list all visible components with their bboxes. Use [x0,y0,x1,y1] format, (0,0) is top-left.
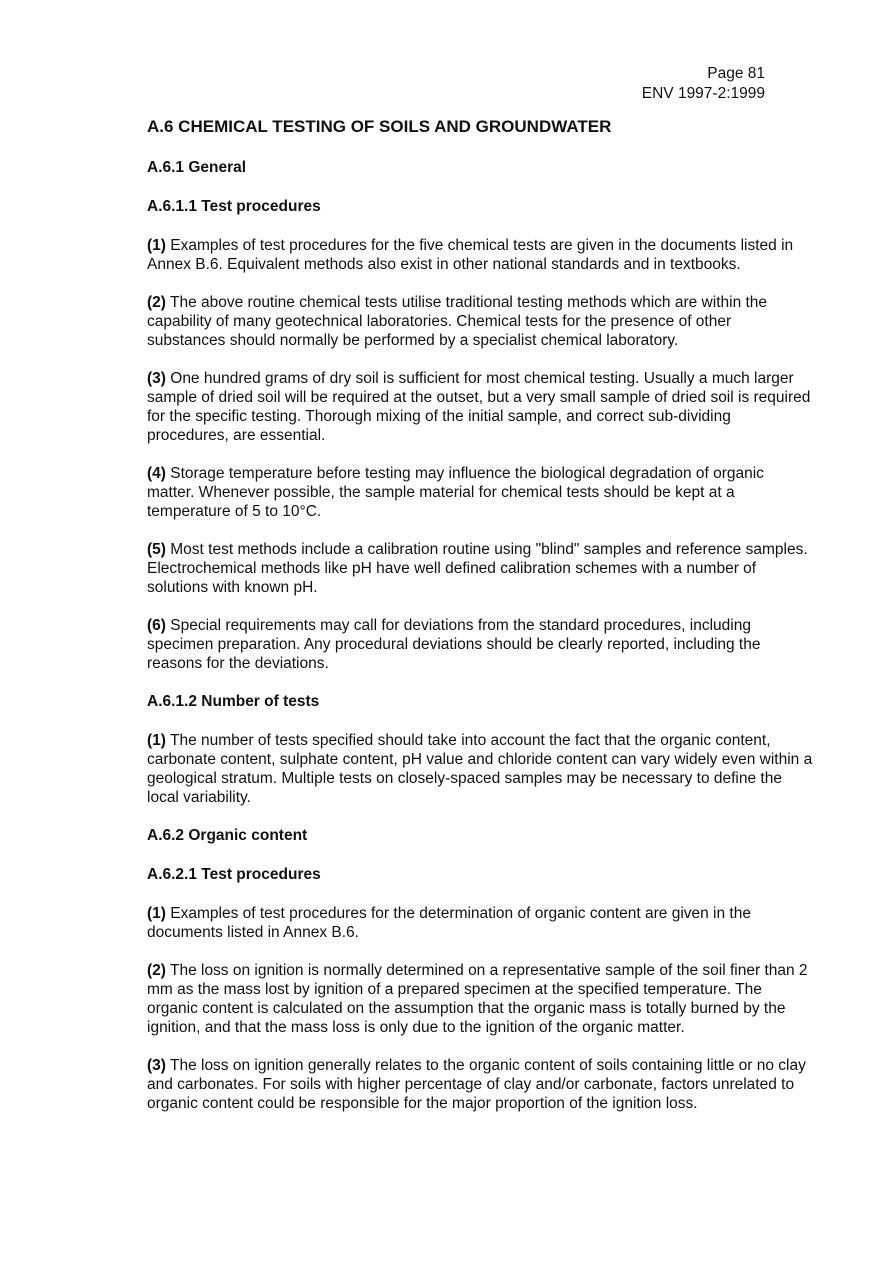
page-header [642,64,765,104]
paragraph [147,293,813,350]
paragraph [147,540,813,597]
clause-title-test-procedures: A.6.1.1 Test procedures [147,198,321,215]
paragraph-text: Examples of test procedures for the five chemical tests are given in the documents listed in Annex B.6. Equivalent methods also exist in other national standards and in textbooks. [147,237,794,273]
paragraph-text: Most test methods include a calibration routine using "blind" samples and reference samples. Electrochemical methods like pH have well defined calibration schemes with a number of solutions with known pH. [147,541,808,596]
paragraph-number: (3) [147,1057,166,1074]
paragraph-number: (2) [147,294,166,311]
clause-title-organic-test-procedures: A.6.2.1 Test procedures [147,866,321,883]
paragraph [147,904,813,942]
paragraph [147,731,813,807]
paragraph-text: The number of tests specified should take into account the fact that the organic content, carbonate content, sulphate content, pH value and chloride content can vary widely even within a geological stratum. Multiple tests on closely-spaced samples may be necessary to define the local variability. [147,732,813,806]
paragraph [147,236,813,274]
paragraph-number: (1) [147,237,166,254]
paragraph-text: Examples of test procedures for the determination of organic content are given in the documents listed in Annex B.6. [147,905,751,941]
subsection-title-general: A.6.1 General [147,159,247,176]
paragraph-number: (3) [147,370,166,387]
paragraph-number: (4) [147,465,166,482]
paragraph-text: Storage temperature before testing may influence the biological degradation of organic matter. Whenever possible, the sample material for chemical tests should be kept at a temperature of 5 to 10°C. [147,465,764,520]
paragraph-number: (1) [147,732,166,749]
paragraph-text: The loss on ignition generally relates to the organic content of soils containing little or no clay and carbonates. For soils with higher percentage of clay and/or carbonate, factors unrelated to organic content could be responsible for the major proportion of the ignition loss. [147,1057,806,1112]
clause-title-number-of-tests: A.6.1.2 Number of tests [147,693,320,710]
paragraph-text: Special requirements may call for deviations from the standard procedures, including specimen preparation. Any procedural deviations should be clearly reported, including the reasons for the deviations. [147,617,761,672]
paragraph [147,464,813,521]
paragraph-number: (2) [147,962,166,979]
paragraph [147,1056,813,1113]
paragraph-number: (5) [147,541,166,558]
document-id: ENV 1997-2:1999 [641,85,765,102]
paragraph [147,961,813,1037]
paragraph [147,616,813,673]
paragraph [147,369,813,445]
section-title: A.6 CHEMICAL TESTING OF SOILS AND GROUNDWATER [147,117,612,136]
paragraph-text: The above routine chemical tests utilise traditional testing methods which are within the capability of many geotechnical laboratories. Chemical tests for the presence of other substances should normally be performed by a specialist chemical laboratory. [147,294,768,349]
paragraph-text: The loss on ignition is normally determined on a representative sample of the soil finer than 2 mm as the mass lost by ignition of a prepared specimen at the specified temperature. The organic content is calculated on the assumption that the organic mass is totally burned by the ignition, and that the mass loss is only due to the ignition of the organic matter. [147,962,808,1036]
document-body [147,116,813,1132]
subsection-title-organic-content: A.6.2 Organic content [147,827,308,844]
paragraph-number: (6) [147,617,166,634]
paragraph-text: One hundred grams of dry soil is sufficient for most chemical testing. Usually a much larger sample of dried soil will be required at the outset, but a very small sample of dried soil is required for the specific testing. Thorough mixing of the initial sample, and correct sub-dividing procedures, are essential. [147,370,811,444]
paragraph-number: (1) [147,905,166,922]
page-number: Page 81 [707,65,765,82]
